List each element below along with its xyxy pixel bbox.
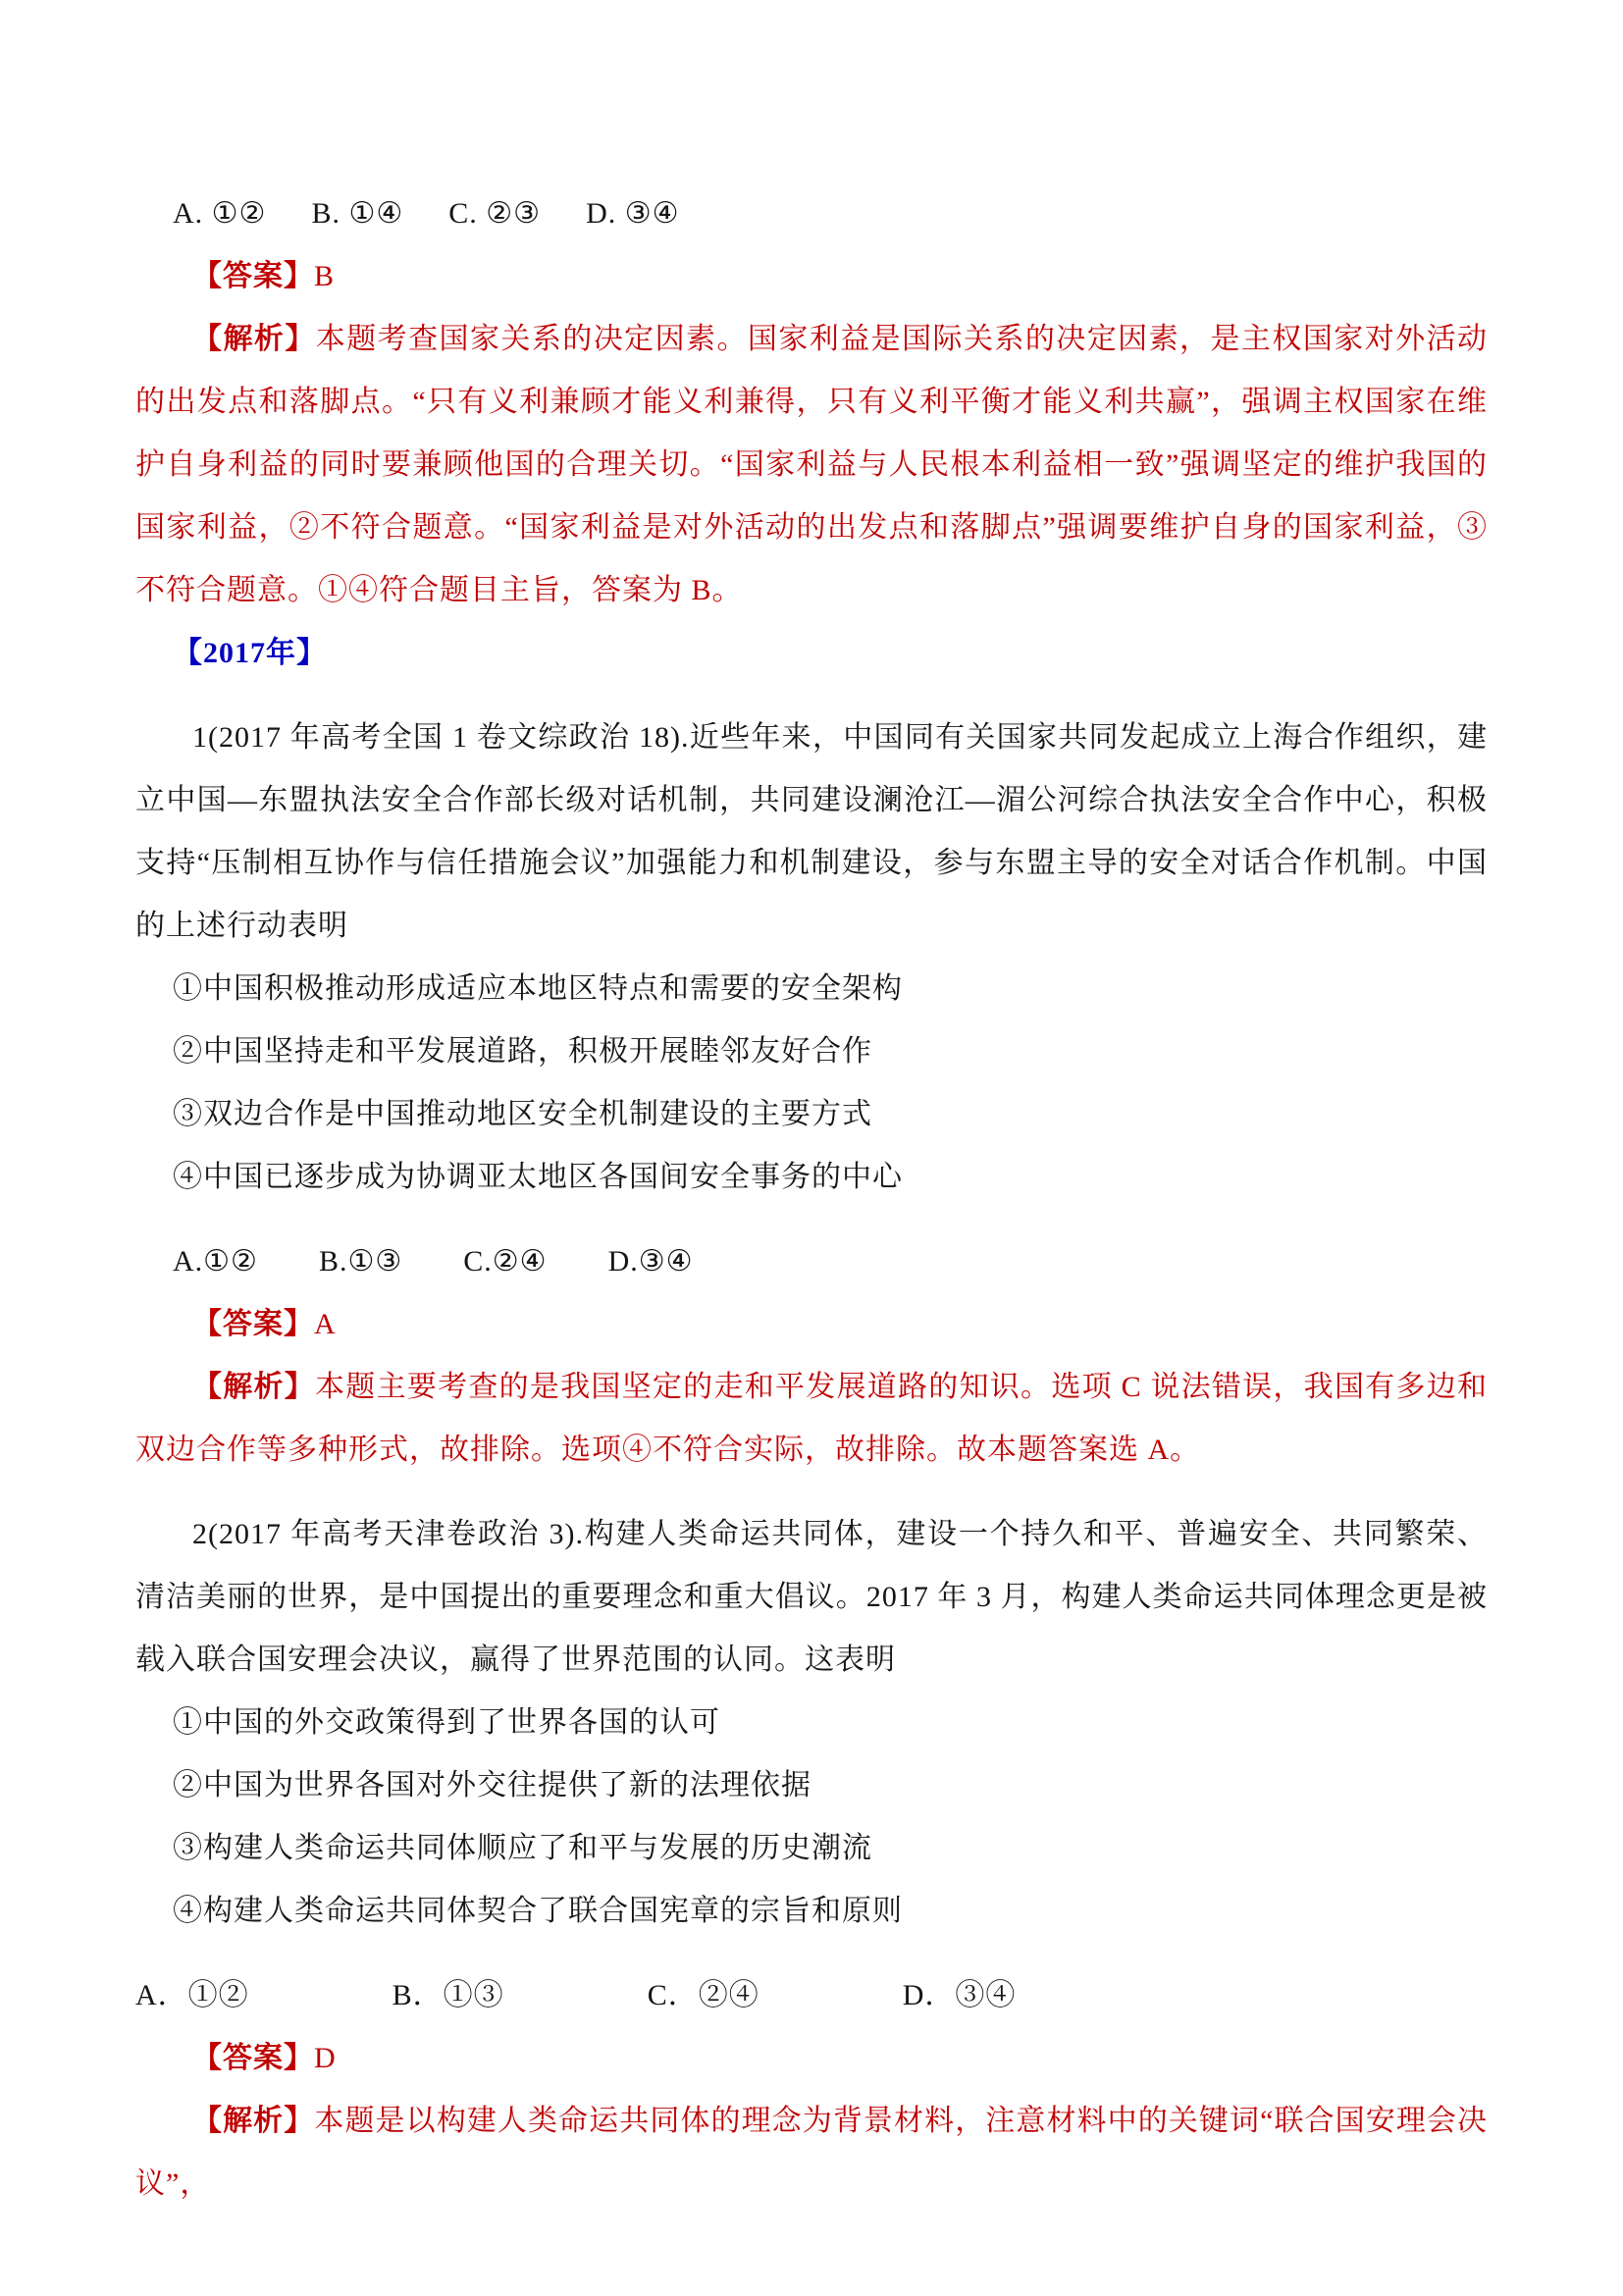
question2-options-row — [135, 1964, 1488, 2027]
question2-item-2: ②中国为世界各国对外交往提供了新的法理依据 — [173, 1769, 812, 1801]
question2-answer-line — [135, 2027, 1488, 2090]
question1-option-a: A.①② — [173, 1245, 258, 1278]
answer-label: 【答案】 — [192, 2042, 314, 2074]
analysis-text: 本题主要考查的是我国坚定的走和平发展道路的知识。选项 C 说法错误，我国有多边和双边合作等多种形式，故排除。选项④不符合实际，故排除。故本题答案选 A。 — [135, 1371, 1488, 1466]
question2-item-3: ③构建人类命运共同体顺应了和平与发展的历史潮流 — [173, 1832, 872, 1864]
question1-options-row — [135, 1230, 1488, 1293]
analysis-text: 本题考查国家关系的决定因素。国家利益是国际关系的决定因素，是主权国家对外活动的出发点和落脚点。“只有义利兼顾才能义利兼得，只有义利平衡才能义利共赢”，强调主权国家在维护自身利益的同时要兼顾他国的合理关切。“国家利益与人民根本利益相一致”强调坚定的维护我国的国家利益，②不符合题意。“国家利益是对外活动的出发点和落脚点”强调要维护自身的国家利益，③不符合题意。①④符合题目主旨，答案为 B。 — [135, 323, 1489, 606]
question1-item-3: ③双边合作是中国推动地区安全机制建设的主要方式 — [173, 1098, 872, 1130]
question1-item-1: ①中国积极推动形成适应本地区特点和需要的安全架构 — [173, 972, 903, 1005]
prev-question-options-row — [135, 183, 1488, 245]
question1-analysis-paragraph — [135, 1356, 1488, 1482]
answer-value: A — [314, 1308, 337, 1340]
prev-analysis-paragraph — [135, 308, 1488, 622]
question2-option-b: B．①③ — [392, 1979, 504, 2011]
analysis-text: 本题是以构建人类命运共同体的理念为背景材料，注意材料中的关键词“联合国安理会决议”， — [135, 2105, 1488, 2200]
question1-stem: 1(2017 年高考全国 1 卷文综政治 18).近些年来，中国同有关国家共同发起成立上海合作组织，建立中国—东盟执法安全合作部长级对话机制，共同建设澜沧江—湄公河综合执法安全合作中心，积极支持“压制相互协作与信任措施会议”加强能力和机制建设，参与东盟主导的安全对话合作机制。中国的上述行动表明 — [135, 721, 1488, 942]
analysis-label: 【解析】 — [192, 323, 316, 355]
question1-item-4: ④中国已逐步成为协调亚太地区各国间安全事务的中心 — [173, 1161, 903, 1193]
prev-option-c: C. ②③ — [448, 197, 542, 230]
question1-option-c: C.②④ — [463, 1245, 548, 1278]
analysis-label: 【解析】 — [192, 2105, 315, 2137]
answer-label: 【答案】 — [192, 1308, 314, 1340]
answer-value: D — [314, 2042, 337, 2074]
prev-answer-line — [135, 245, 1488, 308]
question2-item-4: ④构建人类命运共同体契合了联合国宪章的宗旨和原则 — [173, 1895, 903, 1927]
prev-option-a: A. ①② — [173, 197, 267, 230]
question2-option-a: A．①② — [135, 1979, 249, 2011]
question2-analysis-paragraph — [135, 2090, 1488, 2216]
prev-option-b: B. ①④ — [311, 197, 404, 230]
answer-label: 【答案】 — [192, 260, 314, 292]
question1-answer-line — [135, 1293, 1488, 1356]
question2-stem: 2(2017 年高考天津卷政治 3).构建人类命运共同体，建设一个持久和平、普遍安全、共同繁荣、清洁美丽的世界，是中国提出的重要理念和重大倡议。2017 年 3 月，构建人类命运共同体理念更是被载入联合国安理会决议，赢得了世界范围的认同。这表明 — [135, 1518, 1488, 1676]
question1-item-2: ②中国坚持走和平发展道路，积极开展睦邻友好合作 — [173, 1035, 872, 1068]
question2-option-c: C．②④ — [647, 1979, 759, 2011]
answer-value: B — [314, 260, 336, 292]
question2-item-1: ①中国的外交政策得到了世界各国的认可 — [173, 1706, 720, 1739]
analysis-label: 【解析】 — [192, 1371, 316, 1403]
question2-option-d: D．③④ — [902, 1979, 1017, 2011]
section-year-2017-header: 【2017年】 — [173, 637, 327, 669]
question1-option-b: B.①③ — [318, 1245, 403, 1278]
question1-option-d: D.③④ — [607, 1245, 694, 1278]
prev-option-d: D. ③④ — [586, 197, 680, 230]
